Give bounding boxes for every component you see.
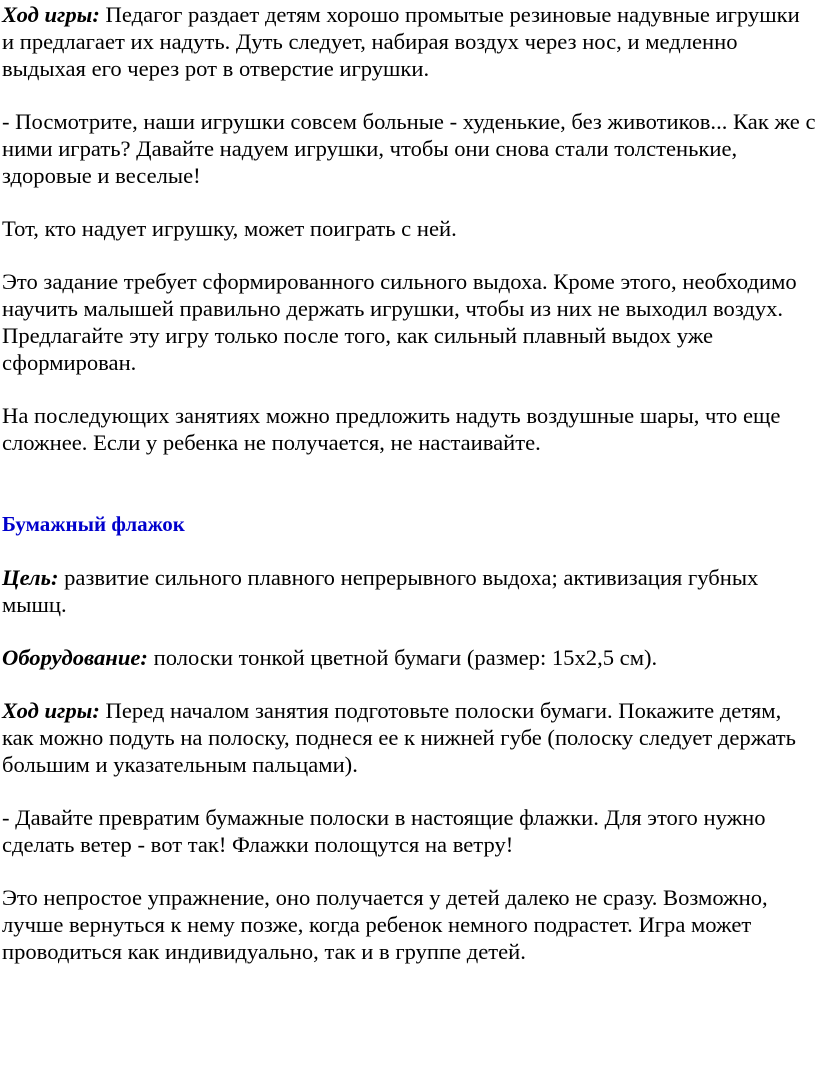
teacher-speech-paragraph: - Посмотрите, наши игрушки совсем больные - худенькие, без животиков... Как же с ними играть? Давайте надуем игрушки, чтобы они снова стали толстенькие, здоровые и веселые!	[2, 109, 816, 188]
flag-game-procedure-paragraph	[2, 697, 816, 778]
flag-game-procedure-label: Ход игры:	[2, 698, 100, 723]
later-sessions-paragraph: На последующих занятиях можно предложить надуть воздушные шары, что еще сложнее. Если у ребенка не получается, не настаивайте.	[2, 403, 781, 455]
game-procedure-paragraph	[2, 1, 816, 82]
equipment-label: Оборудование:	[2, 645, 148, 670]
game-procedure-label: Ход игры:	[2, 2, 100, 27]
game-procedure-text: Педагог раздает детям хорошо промытые резиновые надувные игрушки и предлагает их надуть. Дуть следует, набирая воздух через нос, и медленно выдыхая его через рот в отверстие игрушки.	[2, 2, 800, 81]
exercise-note-paragraph: Это задание требует сформированного сильного выдоха. Кроме этого, необходимо научить малышей правильно держать игрушки, чтобы из них не выходил воздух. Предлагайте эту игру только после того, как сильный плавный выдох уже сформирован.	[2, 269, 797, 375]
game-rule-paragraph: Тот, кто надует игрушку, может поиграть с ней.	[2, 216, 457, 241]
section-heading-paper-flag: Бумажный флажок	[2, 512, 185, 536]
goal-paragraph	[2, 564, 816, 618]
flag-note-paragraph: Это непростое упражнение, оно получается у детей далеко не сразу. Возможно, лучше вернуться к нему позже, когда ребенок немного подрастет. Игра может проводиться как индивидуально, так и в группе детей.	[2, 885, 768, 964]
goal-label: Цель:	[2, 565, 59, 590]
equipment-text: полоски тонкой цветной бумаги (размер: 15х2,5 см).	[147, 645, 658, 670]
goal-text: развитие сильного плавного непрерывного выдоха; активизация губных мышц.	[2, 565, 759, 617]
flag-game-procedure-text: Перед началом занятия подготовьте полоски бумаги. Покажите детям, как можно подуть на полоску, поднеся ее к нижней губе (полоску следует держать большим и указательным пальцами).	[2, 698, 796, 777]
equipment-paragraph	[2, 644, 816, 671]
flag-speech-paragraph: - Давайте превратим бумажные полоски в настоящие флажки. Для этого нужно сделать ветер - вот так! Флажки полощутся на ветру!	[2, 805, 766, 857]
